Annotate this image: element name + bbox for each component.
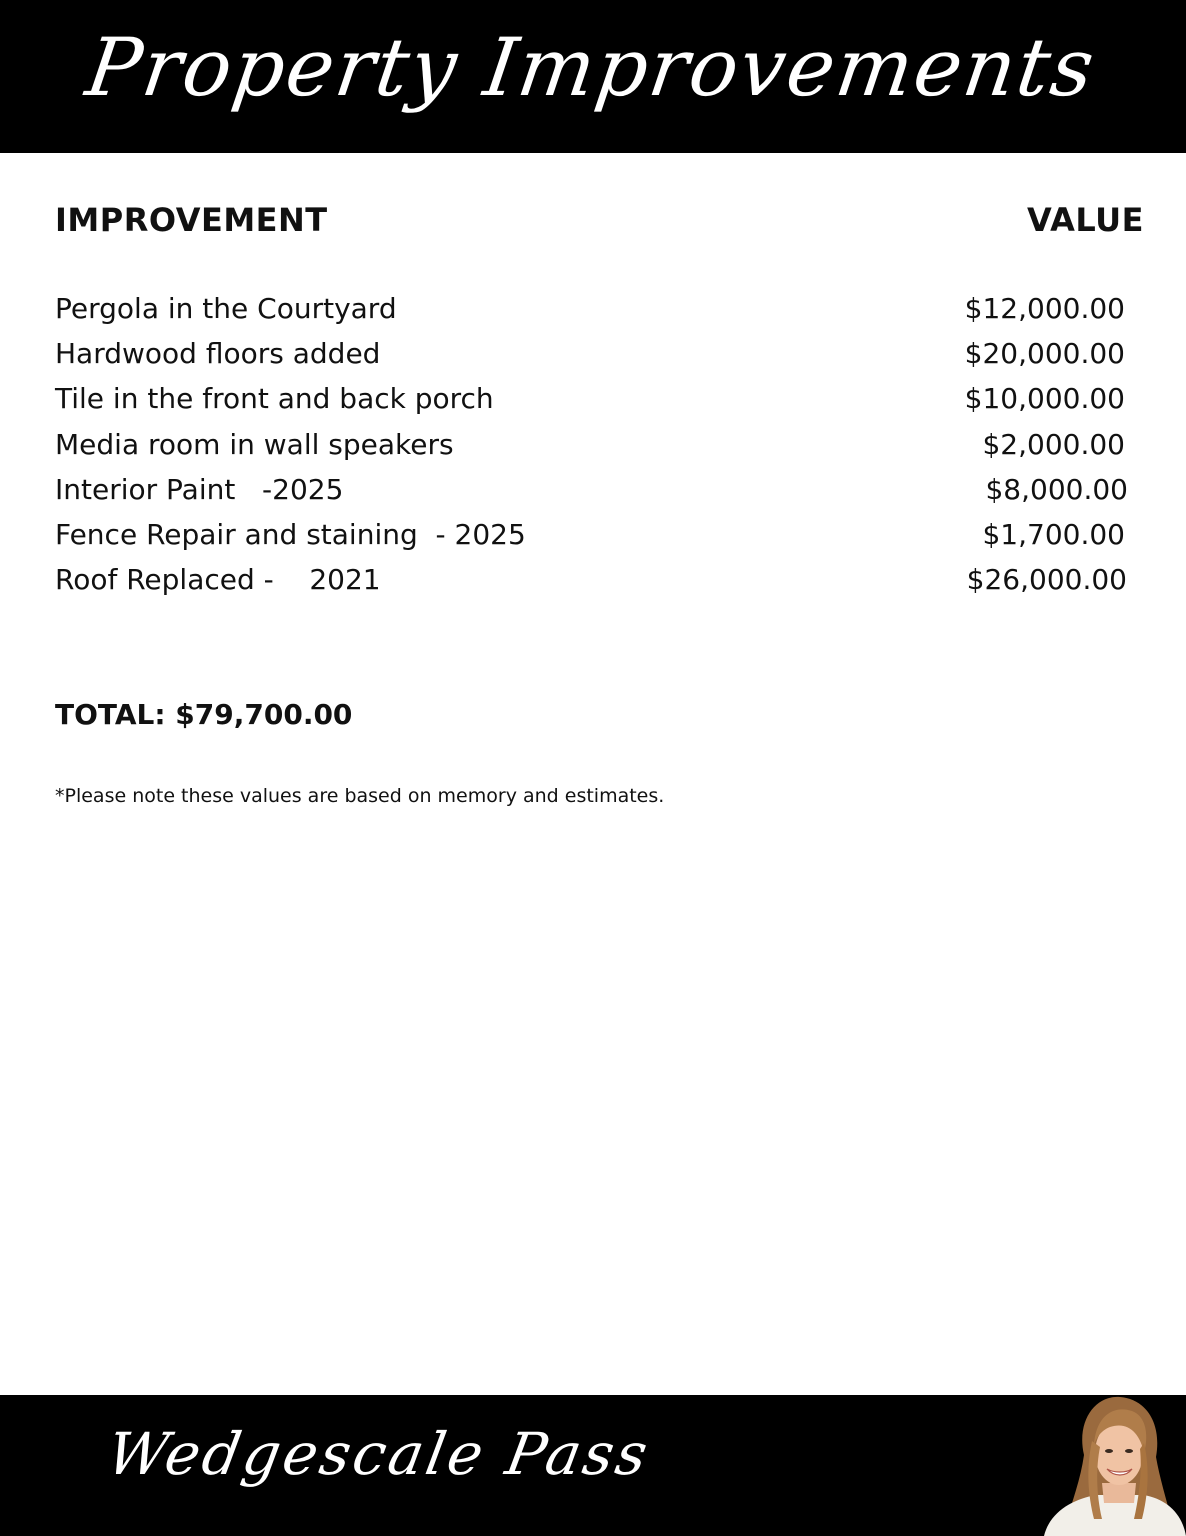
improvement-value: $1,700.00	[982, 517, 1125, 551]
improvement-value: $20,000.00	[964, 337, 1125, 371]
table-row	[55, 422, 1131, 467]
table-row	[55, 467, 1131, 512]
improvement-name: Roof Replaced - 2021	[55, 563, 381, 597]
improvement-name: Media room in wall speakers	[55, 427, 454, 461]
improvement-name: Interior Paint -2025	[55, 472, 344, 506]
table-row	[55, 512, 1131, 557]
table-row	[55, 376, 1131, 421]
improvement-value: $26,000.00	[966, 563, 1127, 597]
improvement-name: Pergola in the Courtyard	[55, 292, 397, 325]
improvement-name: Fence Repair and staining - 2025	[55, 517, 526, 551]
improvement-name: Hardwood floors added	[55, 337, 381, 371]
improvement-value: $12,000.00	[964, 292, 1125, 325]
improvement-name: Tile in the front and back porch	[55, 382, 494, 416]
improvement-value: $10,000.00	[964, 382, 1125, 416]
header-band	[0, 0, 1186, 153]
agent-portrait-icon	[1036, 1395, 1186, 1536]
page-title: Property Improvements	[80, 21, 1102, 114]
improvements-list	[55, 286, 1131, 602]
footer-band	[0, 1395, 1186, 1536]
total-amount: TOTAL: $79,700.00	[55, 698, 353, 731]
improvement-column-header: IMPROVEMENT	[55, 201, 328, 239]
footer-script-text: Wedgescale Pass	[102, 1420, 656, 1488]
improvement-value: $2,000.00	[982, 427, 1125, 461]
table-row	[55, 557, 1131, 602]
table-row	[55, 286, 1131, 331]
value-column-header: VALUE	[1027, 201, 1144, 239]
improvement-value: $8,000.00	[985, 472, 1128, 506]
estimate-note: *Please note these values are based on memory and estimates.	[55, 785, 665, 807]
table-row	[55, 331, 1131, 376]
